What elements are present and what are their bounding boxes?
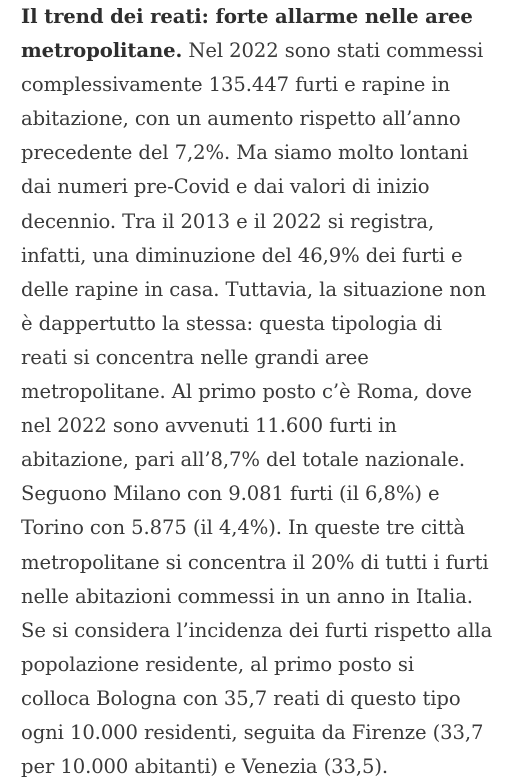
text-line-6: dai numeri pre-Covid e dai valori di inizio [21,175,430,199]
text-line-16: Torino con 5.875 (il 4,4%). In queste tre città [21,516,465,540]
text-line-14: abitazione, pari all’8,7% del totale nazionale. [21,448,465,472]
text-line-7: decennio. Tra il 2013 e il 2022 si registra, [21,209,435,233]
article-paragraph [21,0,526,784]
text-line-19: Se si considera l’incidenza dei furti rispetto alla [21,618,493,642]
text-line-11: reati si concentra nelle grandi aree [21,345,369,369]
section-heading-part2: metropolitane. [21,39,183,63]
text-line-15: Seguono Milano con 9.081 furti (il 6,8%) e [21,482,440,506]
text-line-13: nel 2022 sono avvenuti 11.600 furti in [21,414,397,438]
text-line-17: metropolitane si concentra il 20% di tutti i furti [21,550,489,574]
text-line-21: colloca Bologna con 35,7 reati di questo tipo [21,686,461,710]
text-line-12: metropolitane. Al primo posto c’è Roma, dove [21,380,472,404]
section-heading-part1: Il trend dei reati: forte allarme nelle aree [21,5,473,28]
text-line-5: precedente del 7,2%. Ma siamo molto lontani [21,141,469,165]
text-line-10: è dappertutto la stessa: questa tipologia di [21,311,442,335]
text-line-20: popolazione residente, al primo posto si [21,652,414,676]
text-line-22: ogni 10.000 residenti, seguita da Firenze (33,7 [21,720,484,744]
text-line-1 [21,0,526,34]
text-line-2 [21,34,526,68]
text-line-3: complessivamente 135.447 furti e rapine in [21,73,451,97]
text-segment: Nel 2022 sono stati commessi [182,39,484,63]
text-line-8: infatti, una diminuzione del 46,9% dei furti e [21,243,463,267]
text-line-9: delle rapine in casa. Tuttavia, la situazione non [21,277,486,301]
text-line-23: per 10.000 abitanti) e Venezia (33,5). [21,755,389,779]
text-line-18: nelle abitazioni commessi in un anno in Italia. [21,584,473,608]
article-body [21,0,526,784]
text-line-4: abitazione, con un aumento rispetto all’anno [21,107,461,131]
